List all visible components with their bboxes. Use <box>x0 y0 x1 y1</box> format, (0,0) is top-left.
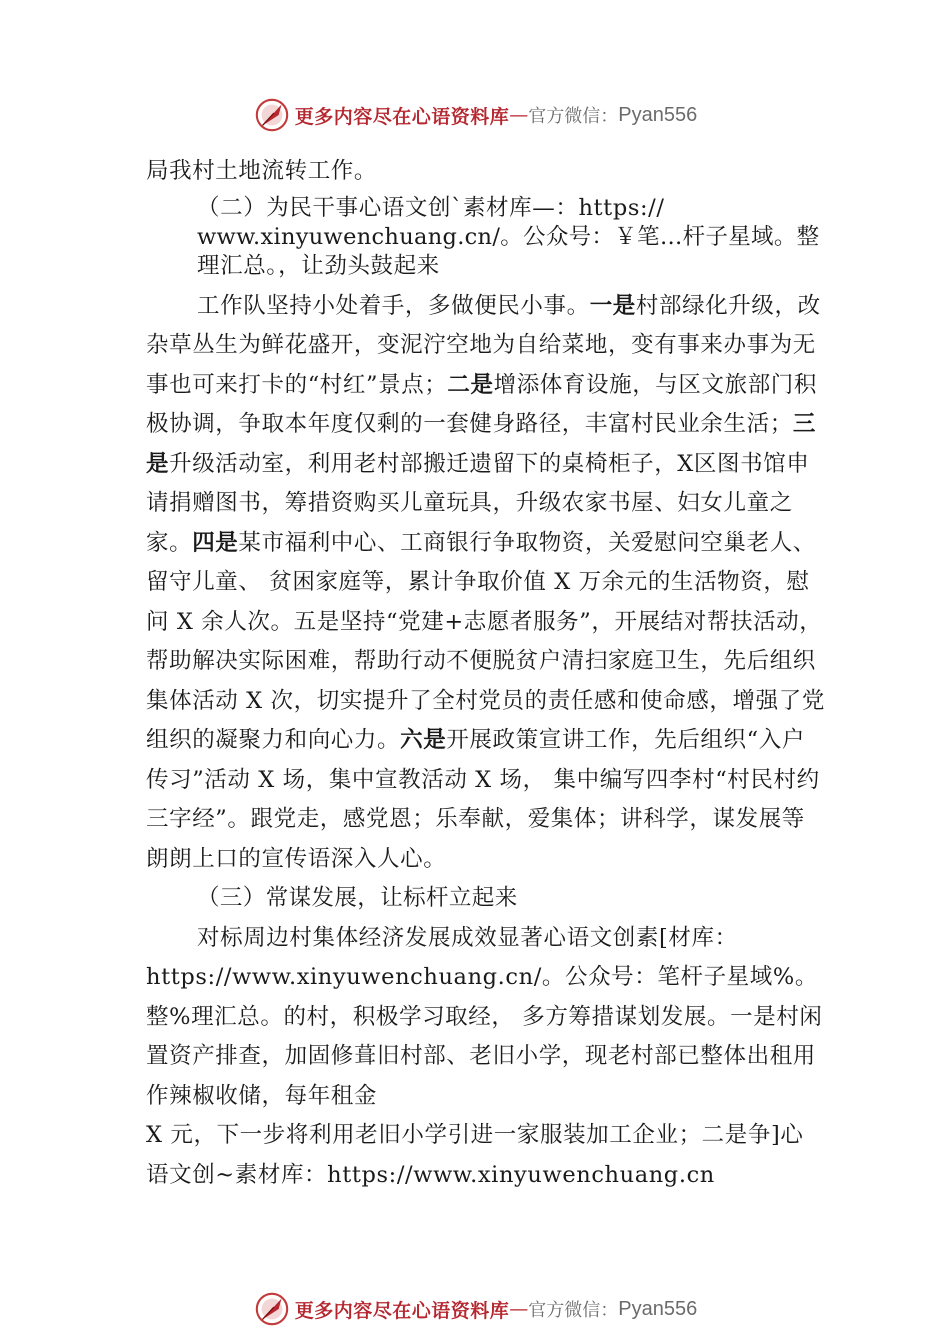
heading-2-line-1: （二）为民干事心语文创`素材库—：https:// <box>197 194 665 221</box>
heading-2-line-2: www.xinyuwenchuang.cn/。公众号：￥笔…杆子星域。整 <box>197 223 820 250</box>
bold-marker: 四是 <box>192 529 239 556</box>
banner-brand-text: 更多内容尽在心语资料库 <box>294 1299 510 1322</box>
paragraph-development-c: X 元，下一步将利用老旧小学引进一家服装加工企业；二是争]心语文创~素材库：https://www.xinyuwenchuang.cn <box>146 1122 804 1188</box>
paragraph-development-a: 对标周边村集体经济发展成效显著心语文创素[材库： <box>197 924 738 951</box>
paragraph-work-team <box>146 287 826 880</box>
banner-wechat-label: 官方微信： <box>528 106 619 127</box>
banner-wechat-id: Pyan556 <box>618 103 698 126</box>
bold-marker: 三是 <box>146 411 816 477</box>
heading-2-line-3: 理汇总。，让劲头鼓起来 <box>197 252 440 279</box>
banner-brand-text: 更多内容尽在心语资料库 <box>294 105 510 128</box>
banner-wechat-id: Pyan556 <box>618 1297 698 1320</box>
bold-marker: 一是 <box>589 292 636 319</box>
footer-banner <box>0 1287 950 1331</box>
quill-seal-icon <box>253 1290 291 1328</box>
paragraph-development-b: https://www.xinyuwenchuang.cn/。公众号：笔杆子星域%。整%理汇总。的村，积极学习取经， 多方筹措谋划发展。一是村闲置资产排查，加固修葺旧村部、老旧小学，现老村部已整体出租用作辣椒收储，每年租金 <box>146 964 823 1109</box>
text-run: 工作队坚持小处着手，多做便民小事。 <box>197 292 590 319</box>
banner-separator: — <box>509 104 529 126</box>
bold-marker: 二是 <box>447 371 494 398</box>
quill-seal-icon <box>253 96 291 134</box>
text-run: 开展政策宣讲工作，先后组织“入户传习”活动 X 场，集中宣教活动 X 场， 集中编写四李村“村民村约三字经”。跟党走，感党恩；乐奉献，爱集体；讲科学，谋发展等朗朗上口的宣传语深入人心。 <box>146 727 820 872</box>
text-run: 增添体育设施，与区文旅部门积极协调，争取本年度仅剩的一套健身路径，丰富村民业余生活； <box>146 371 818 437</box>
banner-wechat-label: 官方微信： <box>528 1300 619 1321</box>
bold-marker: 六是 <box>400 727 447 753</box>
section-heading-2 <box>146 194 826 281</box>
section-heading-3: （三）常谋发展，让标杆立起来 <box>197 885 518 911</box>
paragraph-continuation: 局我村土地流转工作。 <box>146 158 378 184</box>
banner-separator: — <box>509 1298 529 1320</box>
header-banner <box>0 93 950 137</box>
text-run: 某市福利中心、工商银行争取物资，关爱慰问空巢老人、留守儿童、 贫困家庭等，累计争取价值 X 万余元的生活物资，慰问 X 余人次。五是坚持“党建+志愿者服务”，开展结对帮扶活动，帮助解决实际困难，帮助行动不便脱贫户清扫家庭卫生，先后组织集体活动 X 次，切实提升了全村党员的责任感和使命感，增强了党组织的凝聚力和向心力。 <box>146 529 825 753</box>
text-run: 升级活动室，利用老村部搬迁遗留下的桌椅柜子，X区图书馆申请捐赠图书，筹措资购买儿童玩具，升级农家书屋、妇女儿童之家。 <box>146 450 810 556</box>
document-body <box>146 152 826 1195</box>
text-run: 村部绿化升级，改杂草丛生为鲜花盛开，变泥泞空地为自给菜地，变有事来办事为无事也可来打卡的“村红”景点； <box>146 292 821 398</box>
